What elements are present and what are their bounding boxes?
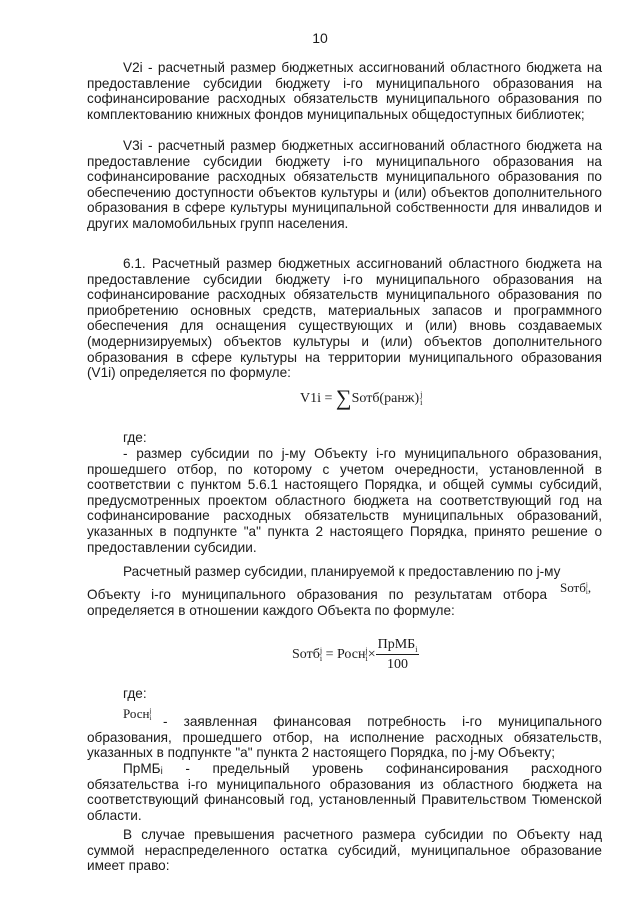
paragraph-definition-prmb: ПрМБᵢ - предельный уровень софинансирования расходного обязательства i-го муниципального образования из областного бюджета на соответствующий финансовый год, установленный Правительством Тюменской области. (87, 761, 602, 823)
formula-v1i-lhs: V1i = (300, 391, 336, 406)
paragraph-calc-line2: Объекту i-го муниципального образования по результатам отбора (87, 587, 547, 602)
formula-sotb-lhs-sub: i (319, 653, 323, 663)
formula-fraction (376, 637, 420, 673)
inline-sotb-sup: j (585, 581, 588, 590)
inline-sotb-base: Sотб (560, 580, 586, 595)
paragraph-v2i: V2i - расчетный размер бюджетных ассигнований областного бюджета на предоставление субсидии бюджету i-го муниципального образования на софинансирование расходных обязательств муниципального образования по комплектованию книжных фондов муниципальных общедоступных библиотек; (87, 60, 602, 122)
paragraph-calc-line1: Расчетный размер субсидии, планируемой к предоставлению по j-му (123, 564, 561, 579)
inline-rosn-sup: j (149, 707, 152, 716)
inline-sotb-sub: i (585, 588, 588, 597)
formula-sotb (292, 637, 419, 673)
paragraph-6-1: 6.1. Расчетный размер бюджетных ассигнований областного бюджета на предоставление субсидии бюджету i-го муниципального образования на софинансирование расходных обязательств муниципального образования по приобретению основных средств, материальных запасов и программного обеспечения для оснащения существующих и (или) вновь создаваемых (модернизируемых) объектов культуры и (или) объектов дополнительного образования в сфере культуры на территории муниципального образования (V1i) определяется по формуле: (87, 256, 602, 381)
fraction-denominator: 100 (387, 656, 409, 672)
fraction-numerator-sub: i (415, 644, 418, 654)
formula-sotb-rosn-sup: j (365, 645, 368, 655)
fraction-numerator: ПрМБ (377, 637, 416, 652)
paragraph-definition-sotb-ranzh (87, 446, 602, 555)
paragraph-v3i: V3i - расчетный размер бюджетных ассигнований областного бюджета на предоставление субсидии бюджету i-го муниципального образования на софинансирование расходных обязательств муниципального образования по обеспечению доступности объектов культуры и (или) объектов дополнительного образования в сфере культуры муниципальной собственности для инвалидов и других маломобильных групп населения. (87, 138, 602, 231)
formula-sotb-lhs: Sотб (292, 646, 320, 662)
formula-v1i-term: Sотб(ранж) (351, 391, 420, 406)
sum-symbol: ∑ (335, 385, 352, 410)
inline-symbol-sotb: Sотб j i , (560, 580, 592, 597)
formula-v1i (300, 385, 422, 411)
formula-sotb-lhs-sup: j (319, 645, 323, 655)
where-label-2: где: (123, 686, 147, 701)
paragraph-definition-rosn (87, 714, 602, 761)
paragraph-calc-line3: определяется в отношении каждого Объекта по формуле: (87, 603, 455, 618)
definition-rosn-text: - заявленная финансовая потребность i-го муниципального образования, прошедшего отбор, на исполнение расходных обязательств, указанных в подпункте "а" пункта 2 настоящего Порядка, по j-му Объекту; (87, 714, 602, 761)
inline-rosn-base: Росн (123, 706, 150, 721)
inline-rosn-sub: i (149, 714, 152, 723)
formula-v1i-sub: i (420, 397, 423, 407)
where-label-1: где: (123, 430, 147, 445)
page-number: 10 (312, 30, 328, 46)
definition-text: - размер субсидии по j-му Объекту i-го муниципального образования, прошедшего отбор, по которому с учетом очередности, установленной в соответствии с пунктом 5.6.1 настоящего Порядка, и общей суммы субсидий, предусмотренных проектом областного бюджета на соответствующий год на софинансирование расходных обязательств муниципальных образований, указанных в подпункте "а" пункта 2 настоящего Порядка, принято решение о предоставлении субсидии. (87, 446, 602, 555)
paragraph-exceed: В случае превышения расчетного размера субсидии по Объекту над суммой нераспределенного остатка субсидий, муниципальное образование имеет право: (87, 827, 602, 874)
formula-sotb-rosn: = Росн (322, 646, 366, 662)
formula-sotb-rosn-sub: i (365, 653, 368, 663)
multiply-symbol: × (367, 646, 376, 662)
formula-v1i-sup: j (420, 389, 423, 399)
